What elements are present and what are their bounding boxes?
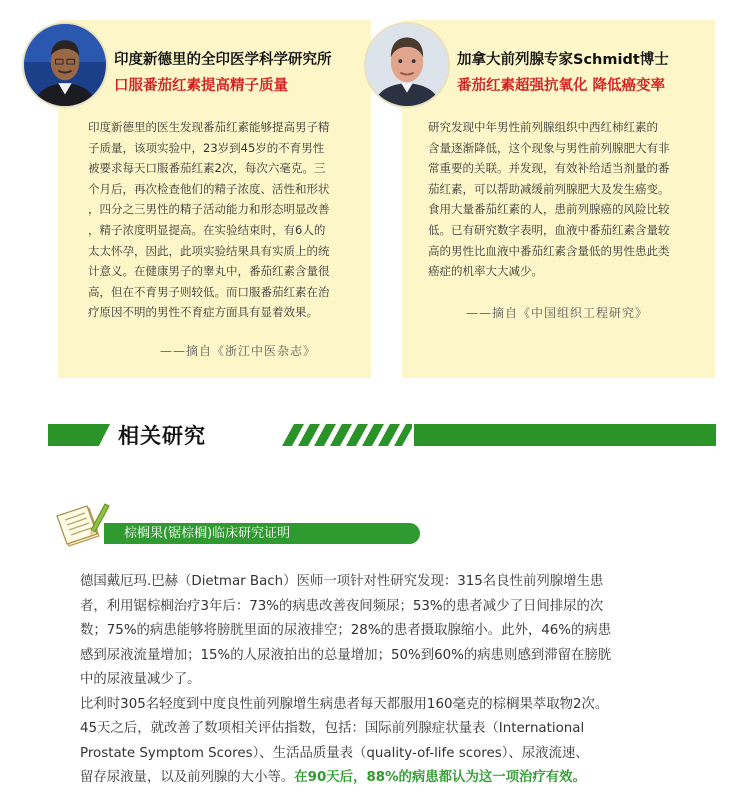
main-line: 者，利用锯棕榈治疗3年后：73%的病患改善夜间频尿；53%的患者减少了日间排尿的次	[80, 598, 604, 614]
main-line-plain: 留存尿液量，以及前列腺的大小等。	[80, 770, 295, 785]
portrait-photo-icon	[366, 24, 448, 106]
right-card-title: 加拿大前列腺专家Schmidt博士	[457, 52, 669, 68]
body-line: ，四分之三男性的精子活动能力和形态明显改善	[88, 202, 330, 217]
main-line: 数；75%的病患能够将膀胱里面的尿液排空；28%的患者摄取腺缩小。此外，46%的病患	[80, 623, 612, 638]
body-line: 茄红素，可以帮助减缓前列腺肥大及发生癌变。	[428, 181, 670, 196]
right-card-body	[428, 117, 698, 282]
left-card-title: 印度新德里的全印医学科学研究所	[114, 52, 332, 68]
main-line-highlight: 在90天后，88%的病患都认为这一项治疗有效。	[294, 770, 586, 785]
main-line: Prostate Symptom Scores）、生活品质量表（quality-of-life scores）、尿液流速、	[80, 745, 589, 761]
left-card-source: ——摘自《浙江中医杂志》	[160, 344, 317, 358]
main-line: 比利时305名轻度到中度良性前列腺增生病患者每天都服用160毫克的棕榈果萃取物2次。	[80, 696, 609, 712]
body-line: 高，但在不育男子则较低。而口服番茄红素在治	[88, 284, 330, 299]
body-line: 印度新德里的医生发现番茄红素能够提高男子精	[88, 120, 330, 134]
subsection-label: 棕榈果(锯棕榈)临床研究证明	[124, 526, 291, 541]
main-line: 感到尿液流量增加；15%的人尿液拍出的总量增加；50%到60%的病患则感到滞留在膀胱	[80, 647, 612, 663]
left-card-subtitle: 口服番茄红素提高精子质量	[114, 78, 288, 94]
right-card-subtitle: 番茄红素超强抗氧化 降低癌变率	[457, 78, 666, 94]
body-line: 太太怀孕，因此，此项实验结果具有实质上的统	[88, 243, 330, 258]
section-banner-left-bar	[48, 424, 110, 446]
body-line: 高的男性比血液中番茄红素含量低的男性患此类	[428, 243, 670, 258]
body-line: 含量逐渐降低，这个现象与男性前列腺肥大有非	[428, 140, 670, 155]
main-research-text	[80, 570, 680, 791]
body-line: 子质量，该项实验中，23岁到45岁的不育男性	[88, 140, 325, 155]
main-line: 德国戴厄玛.巴赫（Dietmar Bach）医师一项针对性研究发现：315名良性前列腺增生患	[80, 574, 604, 589]
body-line: 被要求每天口服番茄红素2次，每次六毫克。三	[88, 161, 326, 176]
body-line: 个月后，再次检查他们的精子浓度、活性和形状	[88, 181, 330, 196]
section-banner-stripes	[282, 424, 412, 446]
section-title: 相关研究	[118, 424, 206, 448]
right-card-source: ——摘自《中国组织工程研究》	[466, 306, 649, 320]
body-line: 常重要的关联。并发现，有效补给适当剂量的番	[428, 161, 670, 176]
body-line: 研究发现中年男性前列腺组织中西红柿红素的	[428, 120, 658, 134]
main-line: 中的尿液量减少了。	[80, 672, 201, 687]
document-pen-icon	[55, 500, 111, 548]
portrait-photo-icon	[24, 24, 106, 106]
body-line: 食用大量番茄红素的人，患前列腺癌的风险比较	[428, 202, 670, 217]
left-card-body	[88, 117, 358, 323]
body-line: 低。已有研究数字表明，血液中番茄红素含量较	[428, 222, 670, 237]
body-line: 计意义。在健康男子的睾丸中，番茄红素含量很	[88, 264, 330, 279]
body-line: ，精子浓度明显提高。在实验结束时，有6人的	[88, 222, 326, 237]
body-line: 癌症的机率大大减少。	[428, 264, 543, 279]
left-avatar-photo	[22, 22, 108, 108]
main-line: 45天之后，就改善了数项相关评估指数，包括：国际前列腺症状量表（International	[80, 721, 585, 736]
main-last-line	[80, 766, 680, 791]
right-avatar-photo	[364, 22, 450, 108]
body-line: 疗原因不明的男性不育症方面具有显着效果。	[88, 305, 318, 320]
section-banner-right-bar	[414, 424, 716, 446]
